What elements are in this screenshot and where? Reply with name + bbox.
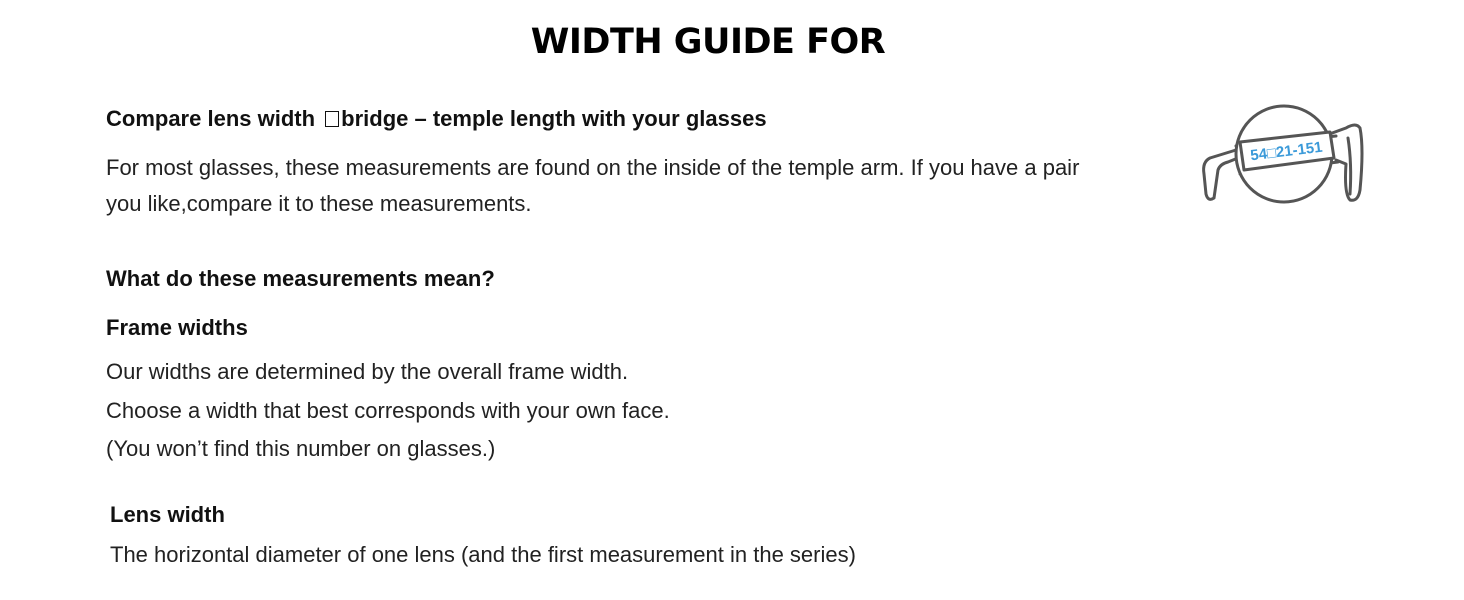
frame-widths-line-1: Our widths are determined by the overall frame width. [106,359,629,384]
compare-text-line-2: you like,compare it to these measurements. [106,191,532,216]
box-glyph-icon [325,111,339,127]
illustration-label: 54□21-151 [1249,138,1324,165]
page-title: WIDTH GUIDE FOR [530,22,886,62]
meaning-heading: What do these measurements mean? [106,266,495,291]
frame-widths-heading: Frame widths [106,315,248,340]
compare-heading [106,106,767,132]
glasses-temple-magnifier-icon [1196,98,1372,210]
compare-text-line-1: For most glasses, these measurements are found on the inside of the temple arm. If you have a pair [106,155,1080,180]
frame-widths-line-3: (You won’t find this number on glasses.) [106,436,496,461]
compare-heading-end: bridge – temple length with your glasses [341,106,767,131]
lens-width-line-1: The horizontal diameter of one lens (and the first measurement in the series) [110,542,856,567]
lens-width-heading: Lens width [110,502,225,527]
frame-widths-line-2: Choose a width that best corresponds with your own face. [106,398,670,423]
compare-heading-start: Compare lens width [106,106,322,131]
